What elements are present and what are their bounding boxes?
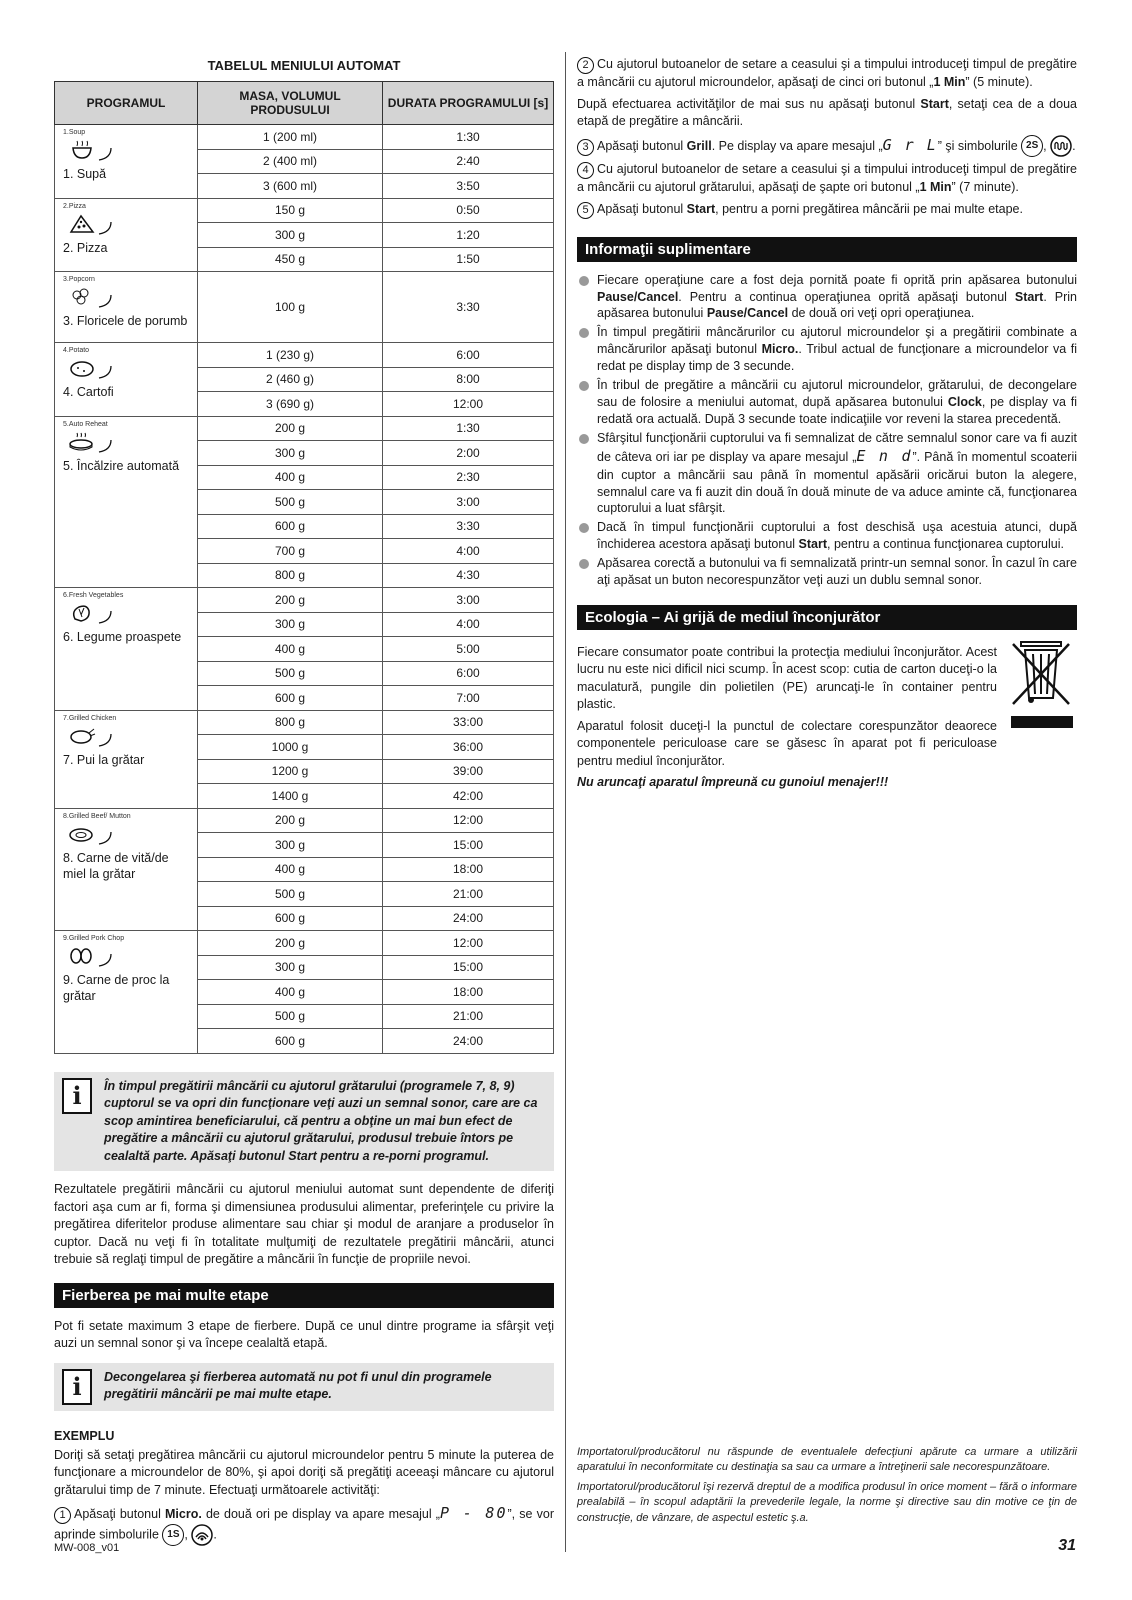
program-panel-label: 2.Pizza <box>63 202 86 210</box>
stage-2s-icon: 2S <box>1021 135 1043 157</box>
program-cell <box>55 808 198 931</box>
program-name: 6. Legume proaspete <box>63 630 182 644</box>
mass-cell: 2 (460 g) <box>198 367 383 392</box>
mass-cell: 400 g <box>198 857 383 882</box>
defrost-note-text: Decongelarea şi fierberea automată nu pot fi unul din programele pregătirii mâncării pe mai multe etape. <box>104 1369 492 1401</box>
mass-cell: 500 g <box>198 661 383 686</box>
duration-cell: 12:00 <box>383 392 554 417</box>
duration-cell: 18:00 <box>383 980 554 1005</box>
table-row <box>55 808 554 833</box>
table-row <box>55 125 554 150</box>
table-row <box>55 416 554 441</box>
duration-cell: 12:00 <box>383 931 554 956</box>
soup-icon <box>67 138 113 162</box>
program-panel-label: 6.Fresh Vegetables <box>63 592 124 599</box>
program-panel-label: 4.Potato <box>63 347 90 354</box>
info-icon: i <box>62 1369 92 1405</box>
duration-cell: 12:00 <box>383 808 554 833</box>
example-step-2: 2 Cu ajutorul butoanelor de setare a ceasului şi a timpului introduceţi timpul de pregătire a mâncării cu ajutorul microundelor, apăsaţi de cinci ori butonul „1 Min” (5 minute). <box>577 57 1077 89</box>
mass-cell: 3 (600 ml) <box>198 174 383 199</box>
eco-warning: Nu aruncaţi aparatul împreună cu gunoiul menajer!!! <box>577 775 889 790</box>
mass-cell: 450 g <box>198 247 383 272</box>
mass-cell: 600 g <box>198 514 383 539</box>
column-divider <box>565 52 566 1552</box>
program-panel-label: 9.Grilled Pork Chop <box>63 935 125 942</box>
duration-cell: 4:00 <box>383 539 554 564</box>
duration-cell: 4:00 <box>383 612 554 637</box>
header-program: PROGRAMUL <box>55 82 198 125</box>
duration-cell: 21:00 <box>383 1004 554 1029</box>
left-column <box>54 52 554 1550</box>
mass-cell: 100 g <box>198 272 383 343</box>
program-cell <box>55 710 198 808</box>
duration-cell: 7:00 <box>383 686 554 711</box>
example-step-3: 3 Apăsaţi butonul Grill. Pe display va apare mesajul „G r L” şi simbolurile 2S , . <box>577 135 1077 158</box>
mass-cell: 1200 g <box>198 759 383 784</box>
eco-paragraph-1: Fiecare consumator poate contribui la protecţia mediului înconjurător. Acest lucru nu este nici dificil nici scump. În acest scop: cutia de carton duceţi-o la maculatură, pungile din polietilen (PE) aruncaţi-le în container pentru plastic. <box>577 644 997 712</box>
program-cell <box>55 272 198 343</box>
mass-cell: 200 g <box>198 808 383 833</box>
duration-cell: 2:00 <box>383 441 554 466</box>
chicken-icon <box>67 724 113 748</box>
grill-note-text: În timpul pregătirii mâncării cu ajutorul grătarului (programele 7, 8, 9) cuptorul se va opri din funcţionare veţi auzi un semnal sonor, care are ca scop amintirea beneficiarului, că pentru a obţine un mai bun efect de pregătire a mâncării cu ajutorul grătarului, produsul trebuie întors pe cealaltă parte. Apăsaţi butonul Start pentru a re-porni programul. <box>104 1078 538 1163</box>
duration-cell: 24:00 <box>383 906 554 931</box>
table-row <box>55 710 554 735</box>
mass-cell: 300 g <box>198 955 383 980</box>
duration-cell: 2:30 <box>383 465 554 490</box>
program-cell <box>55 588 198 711</box>
mass-cell: 600 g <box>198 906 383 931</box>
program-name: 8. Carne de vită/de miel la grătar <box>63 850 169 881</box>
duration-cell: 1:30 <box>383 125 554 150</box>
example-step-4: 4 Cu ajutorul butoanelor de setare a ceasului şi a timpului introduceţi timpul de pregătire a mâncării cu ajutorul grătarului, apăsaţi de şapte ori butonul „1 Min” (7 minute). <box>577 162 1077 195</box>
program-panel-label: 1.Soup <box>63 129 86 136</box>
table-row <box>55 588 554 613</box>
pork-chop-icon <box>67 944 113 968</box>
program-name: 7. Pui la grătar <box>63 752 145 767</box>
stage-1s-icon: 1S <box>162 1524 184 1546</box>
mass-cell: 400 g <box>198 637 383 662</box>
mass-cell: 1000 g <box>198 735 383 760</box>
list-item: Dacă în timpul funcţionării cuptorului a fost deschisă uşa acestuia atunci, după închiderea acestora apăsaţi butonul Start, pentru a continua funcţionarea cuptorului. <box>577 519 1077 553</box>
duration-cell: 8:00 <box>383 367 554 392</box>
program-panel-label: 8.Grilled Beef/ Mutton <box>63 812 131 820</box>
program-cell <box>55 931 198 1054</box>
right-column <box>577 52 1077 796</box>
info-icon: i <box>62 1078 92 1114</box>
program-panel-label: 7.Grilled Chicken <box>63 714 117 722</box>
duration-cell: 5:00 <box>383 637 554 662</box>
duration-cell: 3:30 <box>383 514 554 539</box>
results-paragraph: Rezultatele pregătirii mâncării cu ajutorul meniului automat sunt dependente de diferiţi factori aşa cum ar fi, forma şi dimensiunea produsului alimentar, preferinţele cu privire la pregătirea diferitelor produse alimentare sau chiar şi modul de aranjare a produselor în cuptor. Dacă nu veţi fi în totalitate mulţumiţi de rezultatele pregătirii mâncării, atunci trebuie să reglaţi timpul de pregătire a mâncării în funcţie de propriile nevoi. <box>54 1182 554 1266</box>
program-name: 5. Încălzire automată <box>63 458 180 473</box>
multistage-paragraph: Pot fi setate maximum 3 etape de fierbere. După ce unul dintre programe ia sfârşit veţi auzi un semnal sonor şi va începe cealaltă etapă. <box>54 1318 554 1350</box>
list-item: Apăsarea corectă a butonului va fi semnalizată printr-un semnal sonor. În cazul în care aţi apăsat un buton necorespunzător veţi auzi un dublu semnal sonor. <box>577 555 1077 589</box>
table-title: TABELUL MENIULUI AUTOMAT <box>207 58 401 73</box>
mass-cell: 400 g <box>198 980 383 1005</box>
mass-cell: 600 g <box>198 1029 383 1054</box>
grill-note <box>54 1072 554 1172</box>
after-steps: După efectuarea activităţilor de mai sus nu apăsaţi butonul Start, setaţi cea de a doua etapă de pregătire a mâncării. <box>577 96 1077 128</box>
mass-cell: 2 (400 ml) <box>198 149 383 174</box>
document-code: MW-008_v01 <box>54 1542 120 1554</box>
program-cell <box>55 343 198 417</box>
potato-icon <box>67 356 113 380</box>
header-duration: DURATA PROGRAMULUI [s] <box>383 82 554 125</box>
program-panel-label: 5.Auto Reheat <box>63 420 108 428</box>
beef-icon <box>67 822 113 846</box>
duration-cell: 15:00 <box>383 955 554 980</box>
mass-cell: 1400 g <box>198 784 383 809</box>
example-text: Doriţi să setaţi pregătirea mâncării cu ajutorul microundelor pentru 5 minute la puterea de funcţionare a microundelor de 80%, şi apoi doriţi să pregătiţi aceeaşi mâncare cu ajutorul grătarului timp de 7 minute. Efectuaţi următoarele activităţi: <box>54 1447 554 1497</box>
mass-cell: 200 g <box>198 931 383 956</box>
duration-cell: 36:00 <box>383 735 554 760</box>
duration-cell: 21:00 <box>383 882 554 907</box>
duration-cell: 2:40 <box>383 149 554 174</box>
eco-paragraph-2: Aparatul folosit duceţi-l la punctul de colectare corespunzător deaorece componentele periculoase care se găsesc în aparat pot fi periculoase pentru mediul înconjurător. <box>577 718 997 768</box>
duration-cell: 3:30 <box>383 272 554 343</box>
mass-cell: 200 g <box>198 588 383 613</box>
eco-section-title: Ecologia – Ai grijă de mediul înconjurător <box>577 605 1077 630</box>
mass-cell: 600 g <box>198 686 383 711</box>
table-row <box>55 198 554 223</box>
duration-cell: 0:50 <box>383 198 554 223</box>
duration-cell: 24:00 <box>383 1029 554 1054</box>
info-section-title: Informaţii suplimentare <box>577 237 1077 262</box>
duration-cell: 3:00 <box>383 490 554 515</box>
list-item: Sfârşitul funcţionării cuptorului va fi semnalizat de către semnalul sonor care va fi auzit de câteva ori iar pe display va apare mesajul „E n d”. Până în momentul scoaterii din cuptor a mâncării sau până în momentul apăsării oricărui buton la alegere, semnalul care va fi auzit din două în două minute de va aduce aminte că, funcţionarea cuptorului a luat sfârşit. <box>577 430 1077 518</box>
auto-menu-table <box>54 81 554 1054</box>
info-bullet-list <box>577 272 1077 589</box>
pizza-icon <box>67 212 113 236</box>
duration-cell: 39:00 <box>383 759 554 784</box>
mass-cell: 500 g <box>198 882 383 907</box>
mass-cell: 1 (200 ml) <box>198 125 383 150</box>
defrost-note <box>54 1363 554 1411</box>
duration-cell: 6:00 <box>383 661 554 686</box>
eco-block <box>577 640 1077 796</box>
page-number: 31 <box>1058 1537 1076 1554</box>
reheat-icon <box>67 430 113 454</box>
table-row <box>55 931 554 956</box>
program-cell <box>55 125 198 199</box>
multistage-section-title: Fierberea pe mai multe etape <box>54 1283 554 1308</box>
duration-cell: 15:00 <box>383 833 554 858</box>
duration-cell: 6:00 <box>383 343 554 368</box>
duration-cell: 3:00 <box>383 588 554 613</box>
duration-cell: 1:50 <box>383 247 554 272</box>
duration-cell: 1:30 <box>383 416 554 441</box>
mass-cell: 1 (230 g) <box>198 343 383 368</box>
display-message: G r L <box>882 135 938 154</box>
example-step-1: 1 Apăsaţi butonul Micro. de două ori pe display va apare mesajul „P - 80”, se vor aprinde simbolurile 1S , . <box>54 1503 554 1546</box>
program-name: 2. Pizza <box>63 240 108 255</box>
disclaimer <box>577 1445 1077 1530</box>
mass-cell: 3 (690 g) <box>198 392 383 417</box>
duration-cell: 1:20 <box>383 223 554 248</box>
mass-cell: 500 g <box>198 490 383 515</box>
disclaimer-2: Importatorul/producătorul îşi rezervă dreptul de a modifica produsul în orice moment – fără o informare prealabilă – în scopul adaptării la prevederile legale, la norme şi directive sau din motive ce ţin de construcţie, de vânzare, de aspectul estetic ş.a. <box>577 1480 1077 1524</box>
display-message: P - 80 <box>439 1504 508 1522</box>
mass-cell: 500 g <box>198 1004 383 1029</box>
table-row <box>55 272 554 343</box>
program-name: 3. Floricele de porumb <box>63 314 188 328</box>
microwave-symbol-icon <box>191 1524 213 1546</box>
mass-cell: 300 g <box>198 223 383 248</box>
duration-cell: 33:00 <box>383 710 554 735</box>
mass-cell: 200 g <box>198 416 383 441</box>
duration-cell: 18:00 <box>383 857 554 882</box>
duration-cell: 42:00 <box>383 784 554 809</box>
program-name: 4. Cartofi <box>63 385 114 399</box>
duration-cell: 3:50 <box>383 174 554 199</box>
program-name: 9. Carne de proc la grătar <box>63 973 170 1004</box>
popcorn-icon <box>67 285 113 309</box>
grill-symbol-icon <box>1050 135 1072 157</box>
vegetables-icon <box>67 601 113 625</box>
duration-cell: 4:30 <box>383 563 554 588</box>
example-title: EXEMPLU <box>54 1428 115 1443</box>
list-item: În tribul de pregătire a mâncării cu ajutorul microundelor, grătarului, de decongelare sau de folosire a meniului automat, după apăsarea butonului Clock, pe display va fi redată ora actuală. După 3 secunde toate indicaţiile vor reveni la starea precedentă. <box>577 377 1077 428</box>
mass-cell: 300 g <box>198 441 383 466</box>
program-cell <box>55 198 198 272</box>
mass-cell: 300 g <box>198 612 383 637</box>
table-row <box>55 343 554 368</box>
mass-cell: 150 g <box>198 198 383 223</box>
mass-cell: 300 g <box>198 833 383 858</box>
program-cell <box>55 416 198 588</box>
mass-cell: 800 g <box>198 710 383 735</box>
program-name: 1. Supă <box>63 167 107 181</box>
example-step-5: 5 Apăsaţi butonul Start, pentru a porni pregătirea mâncării pe mai multe etape. <box>577 201 1077 219</box>
header-mass: MASA, VOLUMUL PRODUSULUI <box>198 82 383 125</box>
disclaimer-1: Importatorul/producătorul nu răspunde de eventualele defecţiuni apărute ca urmare a utilizării aparatului în neconformitate cu destinaţia sa sau ca urmare a întreţinerii sale necorespunzătoare. <box>577 1446 1077 1474</box>
list-item: Fiecare operaţiune care a fost deja pornită poate fi oprită prin apăsarea butonului Pause/Cancel. Pentru a continua operaţiunea oprită apăsaţi butonul Start. Prin apăsarea butonului Pause/Cancel de două ori veţi opri operaţiunea. <box>577 272 1077 323</box>
list-item: În timpul pregătirii mâncărurilor cu ajutorul microundelor şi a pregătirii combinate a mâncărurilor apăsaţi butonul Micro.. Tribul actual de funcţionare a microundelor va fi redat pe display timp de 3 secunde. <box>577 324 1077 375</box>
mass-cell: 800 g <box>198 563 383 588</box>
weee-crossed-bin-icon <box>1007 640 1077 732</box>
mass-cell: 400 g <box>198 465 383 490</box>
program-panel-label: 3.Popcorn <box>63 276 95 283</box>
step-number-1: 1 <box>54 1507 71 1524</box>
mass-cell: 700 g <box>198 539 383 564</box>
